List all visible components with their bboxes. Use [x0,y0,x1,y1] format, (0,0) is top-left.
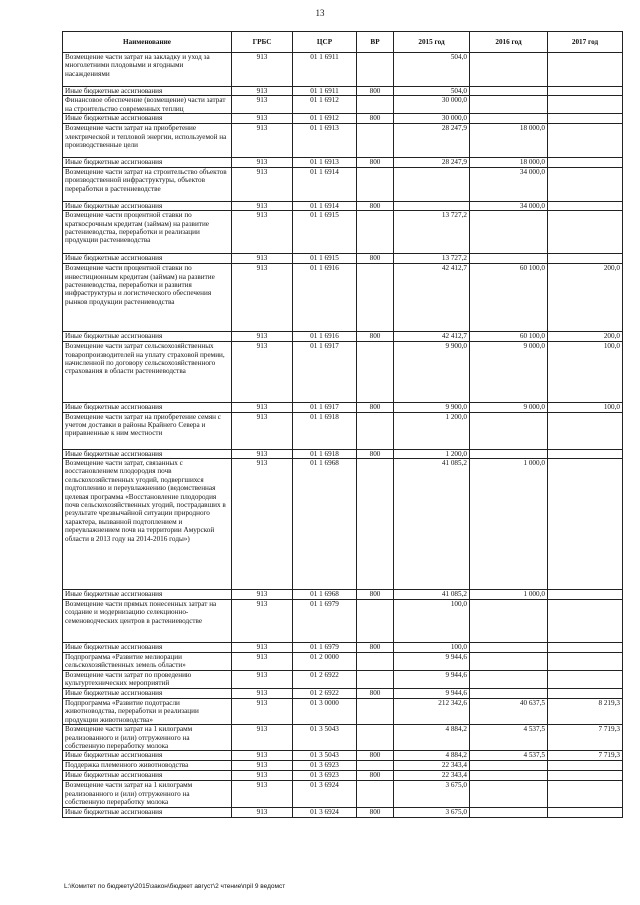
cell-2017 [548,449,623,458]
cell-name: Иные бюджетные ассигнования [63,751,232,761]
cell-2015: 212 342,6 [394,699,470,725]
cell-grbs: 913 [232,412,293,449]
cell-vr: 800 [357,403,394,412]
header-vr: ВР [357,32,394,53]
cell-vr [357,412,394,449]
cell-vr: 800 [357,643,394,653]
table-row [63,264,623,332]
cell-csr: 01 3 0000 [293,699,357,725]
table-row [63,342,623,403]
table-row [63,725,623,751]
table-row [63,751,623,761]
cell-2015: 22 343,4 [394,761,470,771]
cell-vr: 800 [357,158,394,167]
cell-2017 [548,671,623,689]
cell-csr: 01 3 6924 [293,807,357,817]
cell-name: Возмещение части затрат на приобретение семян с учетом доставки в районы Крайнего Севера и приравненные к ним местности [63,412,232,449]
cell-2017: 100,0 [548,403,623,412]
cell-vr: 800 [357,87,394,96]
cell-2015: 42 412,7 [394,264,470,332]
cell-2016 [470,643,548,653]
cell-name: Возмещение части затрат на приобретение электрической и тепловой энергии, используемой на производственные цели [63,124,232,158]
cell-name: Иные бюджетные ассигнования [63,590,232,600]
table-row [63,201,623,210]
cell-csr: 01 2 6922 [293,689,357,699]
cell-2017 [548,53,623,87]
cell-grbs: 913 [232,158,293,167]
cell-2015: 9 944,6 [394,689,470,699]
cell-vr [357,459,394,590]
cell-grbs: 913 [232,600,293,643]
cell-2017 [548,807,623,817]
cell-grbs: 913 [232,211,293,254]
cell-name: Подпрограмма «Развитие подотрасли животноводства, переработки и реализации продукции животноводства» [63,699,232,725]
cell-name: Возмещение части затрат на закладку и уход за многолетними плодовыми и ягодными насаждениями [63,53,232,87]
cell-grbs: 913 [232,124,293,158]
table-row [63,96,623,114]
cell-grbs: 913 [232,751,293,761]
cell-name: Финансовое обеспечение (возмещение) части затрат на строительство современных теплиц [63,96,232,114]
table-row [63,590,623,600]
cell-2017 [548,643,623,653]
table-row [63,771,623,781]
cell-csr: 01 1 6918 [293,449,357,458]
cell-vr: 800 [357,751,394,761]
footer-file-path: L:\Комитет по бюджету\2015\закон\бюджет август\2 чтение\прil 9 ведомст [64,883,286,890]
cell-vr [357,781,394,807]
cell-vr [357,96,394,114]
cell-name: Иные бюджетные ассигнования [63,332,232,342]
cell-name: Иные бюджетные ассигнования [63,689,232,699]
cell-vr [357,671,394,689]
cell-2017 [548,781,623,807]
cell-2017 [548,653,623,671]
cell-2017: 200,0 [548,264,623,332]
cell-2015: 22 343,4 [394,771,470,781]
cell-2015: 504,0 [394,53,470,87]
cell-2016: 1 000,0 [470,590,548,600]
cell-name: Иные бюджетные ассигнования [63,254,232,264]
table-row [63,643,623,653]
cell-2016 [470,781,548,807]
table-body [63,53,623,818]
cell-csr: 01 2 6922 [293,671,357,689]
cell-csr: 01 1 6913 [293,124,357,158]
header-row [63,32,623,53]
cell-2017 [548,201,623,210]
table-row [63,781,623,807]
cell-csr: 01 1 6911 [293,53,357,87]
cell-2017 [548,459,623,590]
table-row [63,332,623,342]
cell-name: Возмещение части процентной ставки по краткосрочным кредитам (займам) на развитие растениеводства, переработки и реализации продукции растениеводства [63,211,232,254]
cell-csr: 01 3 6924 [293,781,357,807]
cell-grbs: 913 [232,53,293,87]
cell-grbs: 913 [232,653,293,671]
cell-2015: 30 000,0 [394,96,470,114]
cell-2017 [548,254,623,264]
cell-vr [357,53,394,87]
cell-grbs: 913 [232,449,293,458]
header-2017: 2017 год [548,32,623,53]
cell-2015: 41 085,2 [394,459,470,590]
table-row [63,158,623,167]
cell-grbs: 913 [232,459,293,590]
cell-grbs: 913 [232,671,293,689]
cell-2017: 7 719,3 [548,725,623,751]
cell-name: Иные бюджетные ассигнования [63,807,232,817]
table-row [63,167,623,201]
cell-2017 [548,167,623,201]
table-row [63,254,623,264]
cell-2016 [470,771,548,781]
cell-name: Иные бюджетные ассигнования [63,643,232,653]
cell-grbs: 913 [232,761,293,771]
cell-name: Иные бюджетные ассигнования [63,449,232,458]
cell-2015: 4 884,2 [394,725,470,751]
cell-2016 [470,449,548,458]
cell-2015: 3 675,0 [394,807,470,817]
cell-2016: 34 000,0 [470,167,548,201]
cell-2015: 13 727,2 [394,211,470,254]
cell-vr: 800 [357,590,394,600]
table-row [63,699,623,725]
cell-csr: 01 1 6979 [293,643,357,653]
header-2015: 2015 год [394,32,470,53]
cell-2016: 18 000,0 [470,158,548,167]
cell-csr: 01 1 6979 [293,600,357,643]
cell-name: Возмещение части затрат на 1 килограмм реализованного и (или) отгруженного на собственную переработку молока [63,781,232,807]
cell-vr: 800 [357,201,394,210]
cell-2017: 200,0 [548,332,623,342]
cell-grbs: 913 [232,689,293,699]
cell-2016: 18 000,0 [470,124,548,158]
cell-2015: 100,0 [394,600,470,643]
cell-csr: 01 1 6915 [293,211,357,254]
cell-2016 [470,600,548,643]
cell-grbs: 913 [232,201,293,210]
table-row [63,124,623,158]
header-grbs: ГРБС [232,32,293,53]
cell-name: Возмещение части затрат на 1 килограмм реализованного и (или) отгруженного на собственную переработку молока [63,725,232,751]
cell-csr: 01 1 6914 [293,167,357,201]
cell-vr [357,264,394,332]
cell-2015 [394,201,470,210]
cell-2017: 7 719,3 [548,751,623,761]
table-row [63,459,623,590]
cell-2015: 42 412,7 [394,332,470,342]
cell-grbs: 913 [232,332,293,342]
cell-vr [357,653,394,671]
cell-2016: 60 100,0 [470,332,548,342]
cell-csr: 01 3 6923 [293,771,357,781]
cell-grbs: 913 [232,590,293,600]
cell-2016 [470,211,548,254]
cell-vr: 800 [357,114,394,124]
table-row [63,87,623,96]
cell-2015: 9 900,0 [394,342,470,403]
header-name: Наименование [63,32,232,53]
page-number: 13 [315,8,325,18]
cell-grbs: 913 [232,254,293,264]
cell-2017: 8 219,3 [548,699,623,725]
cell-name: Иные бюджетные ассигнования [63,114,232,124]
cell-2015: 9 944,6 [394,671,470,689]
cell-name: Возмещение части прямых понесенных затрат на создание и модернизацию селекционно-семеноводческих центров в растениеводстве [63,600,232,643]
table-row [63,689,623,699]
cell-csr: 01 3 5043 [293,725,357,751]
cell-csr: 01 3 5043 [293,751,357,761]
cell-vr [357,725,394,751]
cell-grbs: 913 [232,771,293,781]
cell-2016 [470,671,548,689]
cell-2015: 9 944,6 [394,653,470,671]
table-row [63,114,623,124]
cell-2017 [548,412,623,449]
cell-2015: 13 727,2 [394,254,470,264]
cell-2017 [548,114,623,124]
cell-name: Иные бюджетные ассигнования [63,87,232,96]
cell-vr: 800 [357,807,394,817]
cell-2016 [470,689,548,699]
cell-csr: 01 1 6916 [293,264,357,332]
cell-grbs: 913 [232,87,293,96]
cell-vr [357,124,394,158]
cell-vr [357,211,394,254]
cell-2016 [470,96,548,114]
cell-vr [357,761,394,771]
table-row [63,600,623,643]
cell-vr: 800 [357,332,394,342]
cell-csr: 01 1 6917 [293,403,357,412]
cell-2017 [548,761,623,771]
cell-csr: 01 1 6913 [293,158,357,167]
cell-2016 [470,87,548,96]
cell-csr: 01 1 6912 [293,96,357,114]
cell-2015: 41 085,2 [394,590,470,600]
cell-2015: 100,0 [394,643,470,653]
cell-vr: 800 [357,449,394,458]
cell-2016 [470,412,548,449]
cell-2017 [548,600,623,643]
cell-name: Поддержка племенного животноводства [63,761,232,771]
cell-name: Возмещение части затрат по проведению культуртехнических мероприятий [63,671,232,689]
cell-2017 [548,771,623,781]
cell-2017 [548,87,623,96]
cell-csr: 01 1 6914 [293,201,357,210]
cell-2015 [394,167,470,201]
cell-name: Возмещение части процентной ставки по инвестиционным кредитам (займам) на развитие растениеводства, переработки и развития инфраструктуры и логистического обеспечения рынков продукции растениеводства [63,264,232,332]
cell-2016: 34 000,0 [470,201,548,210]
cell-2016: 9 000,0 [470,403,548,412]
cell-vr: 800 [357,689,394,699]
header-csr: ЦСР [293,32,357,53]
cell-2016: 1 000,0 [470,459,548,590]
table-row [63,807,623,817]
cell-2016: 4 537,5 [470,751,548,761]
cell-2015: 28 247,9 [394,124,470,158]
cell-vr: 800 [357,254,394,264]
table-row [63,653,623,671]
cell-2016 [470,254,548,264]
cell-2016: 4 537,5 [470,725,548,751]
table-row [63,671,623,689]
cell-vr [357,699,394,725]
cell-2017: 100,0 [548,342,623,403]
cell-csr: 01 1 6968 [293,590,357,600]
cell-csr: 01 1 6916 [293,332,357,342]
cell-csr: 01 3 6923 [293,761,357,771]
cell-csr: 01 1 6968 [293,459,357,590]
header-2016: 2016 год [470,32,548,53]
cell-csr: 01 1 6918 [293,412,357,449]
table-row [63,449,623,458]
cell-name: Возмещение части затрат, связанных с восстановлением плодородия почв сельскохозяйственных угодий, подвергшихся подтоплению и переувлажнению (ведомственная целевая программа «Восстановление плодородия почв сельскохозяйственных угодий, пострадавших в результате чрезвычайной ситуации природного характера, вызванной подтоплением и переувлажнением почв на территории Амурской области в 2013 году на 2014-2016 годы») [63,459,232,590]
cell-2016: 9 000,0 [470,342,548,403]
cell-csr: 01 1 6911 [293,87,357,96]
cell-vr [357,600,394,643]
cell-vr [357,342,394,403]
cell-2017 [548,158,623,167]
cell-2016 [470,653,548,671]
cell-name: Возмещение части затрат сельскохозяйственных товаропроизводителей на уплату страховой премии, начисленной по договору сельскохозяйственного страхования в области растениеводства [63,342,232,403]
cell-name: Иные бюджетные ассигнования [63,771,232,781]
cell-2017 [548,689,623,699]
cell-grbs: 913 [232,807,293,817]
cell-2017 [548,590,623,600]
cell-grbs: 913 [232,167,293,201]
table-row [63,412,623,449]
cell-vr [357,167,394,201]
cell-csr: 01 1 6917 [293,342,357,403]
cell-name: Иные бюджетные ассигнования [63,403,232,412]
cell-2017 [548,124,623,158]
cell-grbs: 913 [232,699,293,725]
cell-name: Возмещение части затрат на строительство объектов производственной инфраструктуры, объектов переработки в растениеводстве [63,167,232,201]
cell-2015: 30 000,0 [394,114,470,124]
cell-2016 [470,114,548,124]
cell-name: Иные бюджетные ассигнования [63,201,232,210]
cell-grbs: 913 [232,96,293,114]
cell-grbs: 913 [232,403,293,412]
table-row [63,403,623,412]
cell-2016: 40 637,5 [470,699,548,725]
table-row [63,761,623,771]
cell-2015: 9 900,0 [394,403,470,412]
cell-2015: 4 884,2 [394,751,470,761]
cell-name: Подпрограмма «Развитие мелиорации сельскохозяйственных земель области» [63,653,232,671]
cell-2015: 1 200,0 [394,449,470,458]
cell-2016 [470,761,548,771]
table-row [63,53,623,87]
cell-2015: 1 200,0 [394,412,470,449]
cell-grbs: 913 [232,725,293,751]
cell-csr: 01 2 0000 [293,653,357,671]
cell-2016 [470,53,548,87]
cell-csr: 01 1 6915 [293,254,357,264]
cell-2017 [548,96,623,114]
cell-name: Иные бюджетные ассигнования [63,158,232,167]
table-row [63,211,623,254]
budget-table [62,31,623,818]
cell-2015: 28 247,9 [394,158,470,167]
cell-vr: 800 [357,771,394,781]
cell-grbs: 913 [232,114,293,124]
cell-grbs: 913 [232,264,293,332]
cell-2016: 60 100,0 [470,264,548,332]
cell-2015: 3 675,0 [394,781,470,807]
cell-2016 [470,807,548,817]
cell-grbs: 913 [232,781,293,807]
cell-csr: 01 1 6912 [293,114,357,124]
cell-grbs: 913 [232,643,293,653]
cell-2015: 504,0 [394,87,470,96]
cell-grbs: 913 [232,342,293,403]
cell-2017 [548,211,623,254]
